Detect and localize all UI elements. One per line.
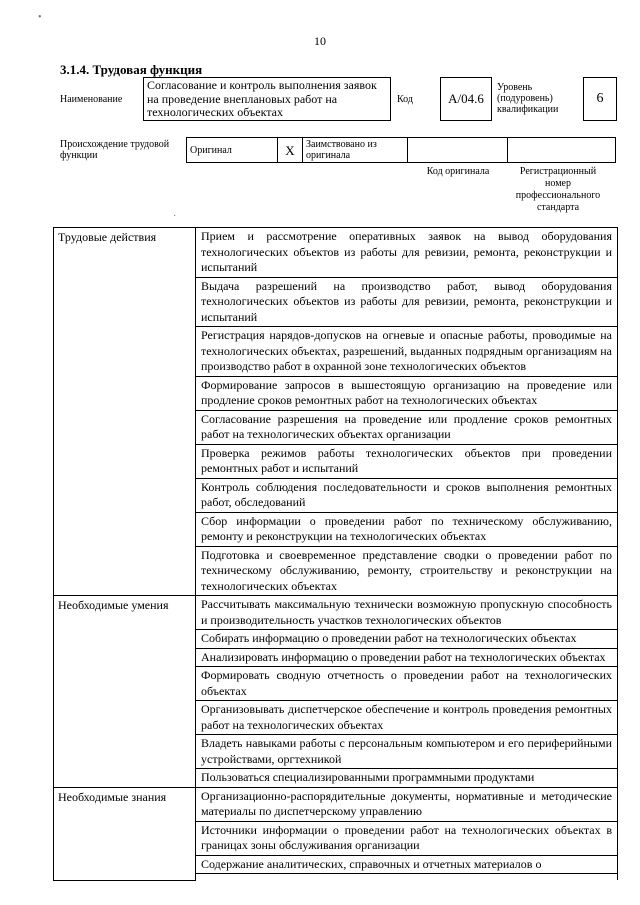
section-title: 3.1.4. Трудовая функция <box>60 62 203 77</box>
code-label: Код <box>397 94 413 105</box>
original-code-caption: Код оригинала <box>426 166 490 177</box>
list-item: Согласование разрешения на проведение или продление сроков ремонтных работ на технологических объектах организации <box>196 410 618 444</box>
list-item: Проверка режимов работы технологических объектов при проведении ремонтных работ и испытаний <box>196 444 618 478</box>
list-item: Контроль соблюдения последовательности и сроков выполнения ремонтных работ, обследований <box>196 478 618 512</box>
original-mark: X <box>278 138 303 163</box>
list-item: Организовывать диспетчерское обеспечение и контроль проведения ремонтных работ на технологических объектах <box>196 701 618 735</box>
labor-function-table <box>53 227 618 881</box>
list-item: Прием и рассмотрение оперативных заявок на вывод оборудования технологических объектов из работы для ревизии, ремонта, реконструкции и испытаний <box>196 228 618 278</box>
function-name-box: Согласование и контроль выполнения заявок на проведение внеплановых работ на технологических объектах <box>143 77 391 121</box>
original-label: Оригинал <box>187 138 278 163</box>
list-item: Собирать информацию о проведении работ на технологических объектах <box>196 630 618 649</box>
list-item: Формировать сводную отчетность о проведении работ на технологических объектах <box>196 667 618 701</box>
list-item: Формирование запросов в вышестоящую организацию на проведение или продление сроков ремонтных работ на технологических объектах <box>196 376 618 410</box>
origin-label: Происхождение трудовой функции <box>60 139 170 161</box>
list-item: Сбор информации о проведении работ по техническому обслуживанию, ремонту и реконструкции на технологических объектах <box>196 512 618 546</box>
table-row <box>54 228 618 278</box>
origin-table <box>186 137 616 163</box>
table-row <box>54 596 618 630</box>
category-required-knowledge: Необходимые знания <box>54 787 196 880</box>
borrowed-label: Заимствовано из оригинала <box>303 138 408 163</box>
registration-number-caption: Регистрационный номер профессионального стандарта <box>515 166 601 213</box>
list-item: Организационно-распорядительные документы, нормативные и методические материалы по диспетчерскому управлению <box>196 787 618 821</box>
list-item: Источники информации о проведении работ на технологических объектах в границах зоны обслуживания организации <box>196 821 618 855</box>
level-label: Уровень (подуровень) квалификации <box>497 82 559 115</box>
list-item: Пользоваться специализированными программными продуктами <box>196 769 618 788</box>
list-item: Анализировать информацию о проведении работ на технологических объектах <box>196 648 618 667</box>
original-code-cell <box>408 138 508 163</box>
category-required-skills: Необходимые умения <box>54 596 196 788</box>
list-item: Содержание аналитических, справочных и отчетных материалов о <box>196 855 618 874</box>
registration-number-cell <box>508 138 616 163</box>
list-item: Владеть навыками работы с персональным компьютером и его периферийными устройствами, оргтехникой <box>196 735 618 769</box>
corner-mark: • <box>38 12 42 23</box>
page-number: 10 <box>314 34 326 48</box>
function-code-box: А/04.6 <box>440 77 492 121</box>
qualification-level-box: 6 <box>583 77 617 121</box>
list-item: Выдача разрешений на производство работ, вывод оборудования технологических объектов из работы для ревизии, ремонта, реконструкции и испытаний <box>196 277 618 327</box>
category-labor-actions: Трудовые действия <box>54 228 196 596</box>
table-row <box>54 787 618 821</box>
list-item: Регистрация нарядов-допусков на огневые и опасные работы, проводимые на технологических объектах, разрешений, выданных подрядным организациям на производство работ в охранной зоне технологических объектов <box>196 327 618 377</box>
margin-mark: · <box>173 211 177 222</box>
list-item-continuation <box>196 874 618 881</box>
list-item: Подготовка и своевременное представление сводки о проведении работ по техническому обслуживанию, ремонту, строительству и реконструкции на технологических объектах <box>196 546 618 596</box>
name-label: Наименование <box>60 94 123 105</box>
list-item: Рассчитывать максимальную технически возможную пропускную способность и производительность участков технологических объектов <box>196 596 618 630</box>
